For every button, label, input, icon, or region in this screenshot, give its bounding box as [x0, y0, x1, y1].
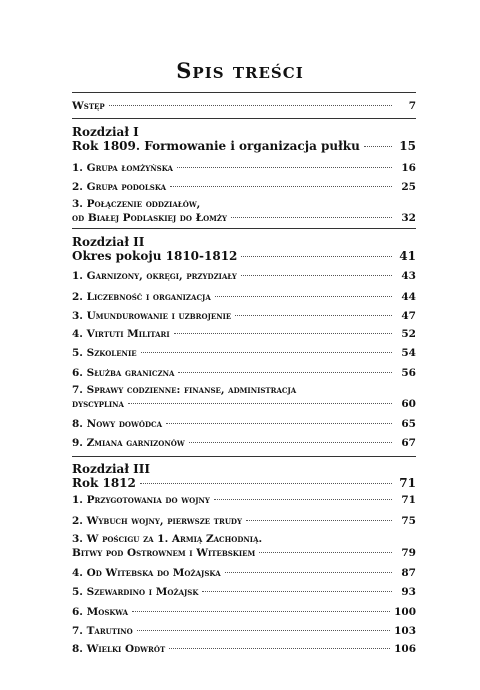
page-title: Spis treści: [176, 58, 304, 83]
toc-entry-label: Wstęp: [72, 100, 105, 112]
toc-chapter-2[interactable]: [72, 235, 416, 264]
toc-entry-label: 3. W pościgu za 1. Armią Zachodnią.: [72, 533, 263, 545]
toc-entry-label: 2. Wybuch wojny, pierwsze trudy: [72, 515, 242, 527]
toc-entry[interactable]: [72, 532, 416, 560]
toc-entry-label: 1. Przygotowania do wojny: [72, 494, 210, 506]
toc-page-number: 67: [401, 437, 416, 449]
toc-page-number: 87: [401, 567, 416, 579]
leader-dots: [214, 499, 392, 500]
leader-dots: [202, 591, 392, 592]
leader-dots: [259, 552, 392, 553]
toc-page-number: 52: [401, 328, 416, 340]
toc-page-number: 47: [401, 310, 416, 322]
leader-dots: [132, 611, 390, 612]
leader-dots: [235, 315, 392, 316]
toc-page-number: 56: [401, 367, 416, 379]
chapter-title: Rok 1812: [72, 476, 136, 490]
toc-entry-label: 6. Służba graniczna: [72, 367, 175, 379]
toc-entry-label: 9. Zmiana garnizonów: [72, 437, 185, 449]
toc-page-number: 44: [401, 291, 416, 303]
toc-page-number: 79: [401, 547, 416, 559]
leader-dots: [174, 333, 392, 334]
toc-entry[interactable]: [72, 624, 416, 638]
toc-page-number: 103: [394, 625, 416, 637]
leader-dots: [215, 296, 392, 297]
toc-entry[interactable]: [72, 197, 416, 225]
toc-entry[interactable]: [72, 605, 416, 619]
toc-page-number: 15: [399, 139, 416, 153]
toc-page-number: 100: [394, 606, 416, 618]
toc-entry[interactable]: [72, 642, 416, 656]
toc-entry-label: 1. Garnizony, okręgi, przydziały: [72, 270, 237, 282]
toc-page-number: 41: [399, 249, 416, 263]
leader-dots: [178, 372, 392, 373]
toc-page-number: 16: [401, 162, 416, 174]
toc-page-number: 93: [401, 586, 416, 598]
toc-entry-label: 3. Połączenie oddziałów,: [72, 198, 201, 210]
toc-entry-label: 8. Nowy dowódca: [72, 418, 163, 430]
leader-dots: [241, 256, 392, 257]
chapter-title: Okres pokoju 1810-1812: [72, 249, 238, 263]
leader-dots: [225, 572, 392, 573]
leader-dots: [166, 423, 392, 424]
toc-page-number: 7: [408, 100, 416, 112]
chapter-heading: Rozdział III: [72, 462, 150, 476]
toc-entry-label: dyscyplina: [72, 398, 124, 410]
divider: [72, 228, 416, 229]
toc-page-number: 54: [401, 347, 416, 359]
toc-page-number: 65: [401, 418, 416, 430]
toc-entry[interactable]: [72, 493, 416, 507]
toc-entry-label: 4. Virtuti Militari: [72, 328, 170, 340]
toc-entry[interactable]: [72, 585, 416, 599]
toc-entry-label: 4. Od Witebska do Możajska: [72, 567, 221, 579]
toc-entry-label: 2. Liczebność i organizacja: [72, 291, 211, 303]
toc-entry[interactable]: [72, 514, 416, 528]
toc-entry-label: 1. Grupa łomżyńska: [72, 162, 173, 174]
divider: [72, 92, 416, 93]
toc-entry[interactable]: [72, 309, 416, 323]
toc-entry-label: 7. Sprawy codzienne: finanse, administracja: [72, 384, 297, 396]
leader-dots: [364, 146, 392, 147]
leader-dots: [141, 352, 392, 353]
toc-entry[interactable]: [72, 436, 416, 450]
toc-entry[interactable]: [72, 417, 416, 431]
toc-entry[interactable]: [72, 161, 416, 175]
toc-entry[interactable]: [72, 269, 416, 283]
toc-entry[interactable]: [72, 566, 416, 580]
leader-dots: [109, 105, 392, 106]
leader-dots: [170, 186, 392, 187]
toc-entry[interactable]: [72, 346, 416, 360]
toc-chapter-1[interactable]: [72, 125, 416, 154]
toc-entry[interactable]: [72, 290, 416, 304]
leader-dots: [137, 630, 390, 631]
toc-page-number: 25: [401, 181, 416, 193]
toc-entry-label: 5. Szkolenie: [72, 347, 137, 359]
toc-entry-label: 6. Moskwa: [72, 606, 129, 618]
leader-dots: [177, 167, 392, 168]
toc-entry[interactable]: [72, 383, 416, 411]
toc-entry-label: 8. Wielki Odwrót: [72, 643, 166, 655]
divider: [72, 118, 416, 119]
toc-page-number: 43: [401, 270, 416, 282]
leader-dots: [231, 217, 392, 218]
toc-page-number: 71: [401, 494, 416, 506]
toc-page-number: 60: [401, 398, 416, 410]
leader-dots: [241, 275, 392, 276]
toc-entry-label: 3. Umundurowanie i uzbrojenie: [72, 310, 232, 322]
leader-dots: [189, 442, 392, 443]
toc-page-number: 106: [394, 643, 416, 655]
toc-entry-intro[interactable]: [72, 99, 416, 113]
chapter-heading: Rozdział II: [72, 235, 145, 249]
toc-chapter-3[interactable]: [72, 462, 416, 491]
toc-page-number: 75: [401, 515, 416, 527]
toc-entry[interactable]: [72, 180, 416, 194]
leader-dots: [140, 483, 392, 484]
toc-entry-label: 5. Szewardino i Możajsk: [72, 586, 199, 598]
toc-entry-label: Bitwy pod Ostrownem i Witebskiem: [72, 547, 256, 559]
chapter-title: Rok 1809. Formowanie i organizacja pułku: [72, 139, 360, 153]
leader-dots: [128, 403, 392, 404]
divider: [72, 456, 416, 457]
toc-entry-label: od Białej Podlaskiej do Łomży: [72, 212, 228, 224]
leader-dots: [246, 520, 392, 521]
toc-entry-label: 2. Grupa podolska: [72, 181, 167, 193]
leader-dots: [169, 648, 390, 649]
toc-page-number: 71: [399, 476, 416, 490]
toc-entry-label: 7. Tarutino: [72, 625, 133, 637]
chapter-heading: Rozdział I: [72, 125, 139, 139]
toc-entry[interactable]: [72, 327, 416, 341]
toc-page-number: 32: [401, 212, 416, 224]
toc-entry[interactable]: [72, 366, 416, 380]
